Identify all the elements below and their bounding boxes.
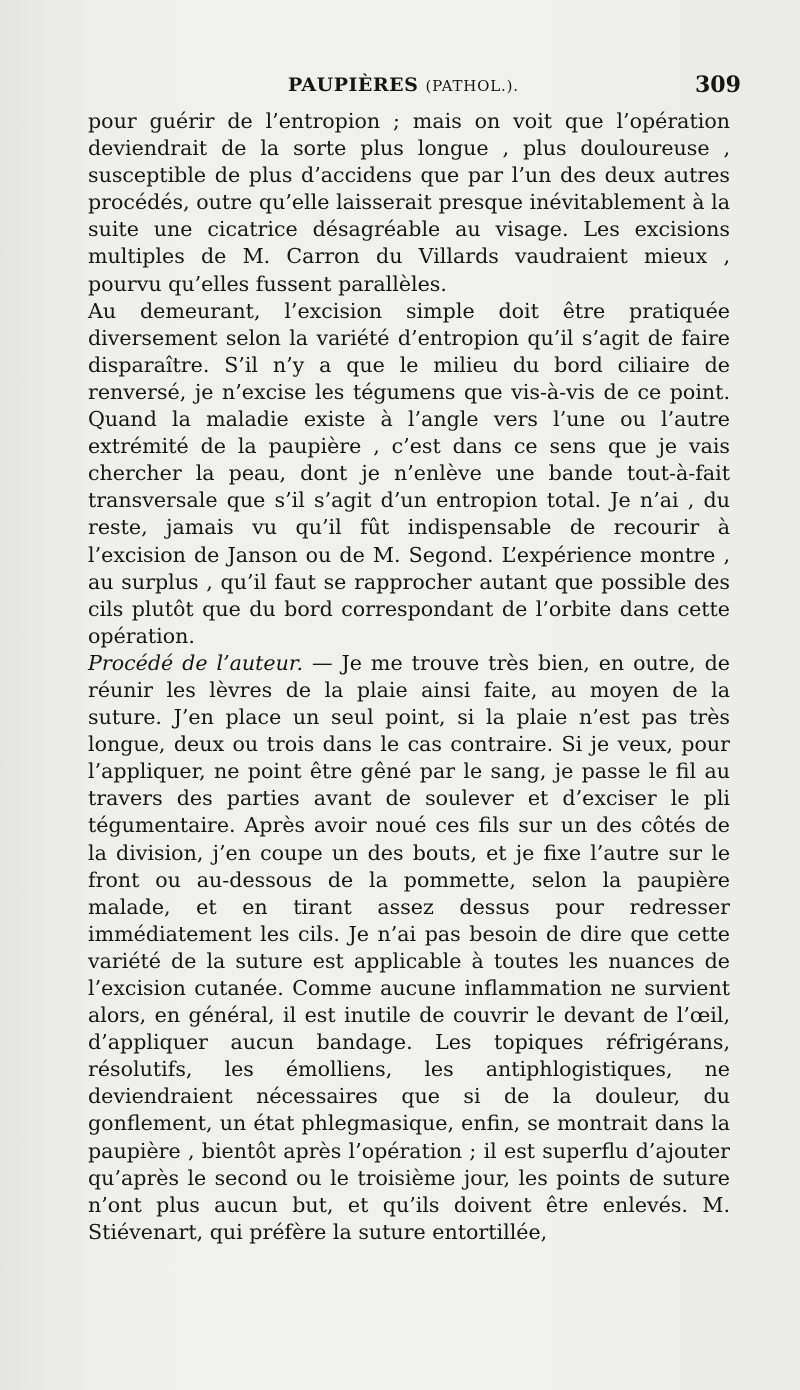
- paragraph-2-text: Au demeurant, l’excision simple doit être pratiquée diversement selon la variété d’entropion qu’il s’agit de faire disparaître. S’il n’y a que le milieu du bord ciliaire de renversé, je n’excise les tégumens que vis-à-vis de ce point. Quand la maladie existe à l’angle vers l’une ou l’autre extrémité de la paupière , c’est dans ce sens que je vais chercher la peau, dont je n’enlève une bande tout-à-fait transversale que s’il s’agit d’un entropion total. Je n’ai , du reste, jamais vu qu’il fût indispensable de recourir à l’excision de Janson ou de M. Segond. L’expérience montre , au surplus , qu’il faut se rapprocher autant que possible des cils plutôt que du bord correspondant de l’orbite dans cette opération.: [88, 298, 730, 648]
- paragraph-1-text: pour guérir de l’entropion ; mais on voit que l’opération deviendrait de la sorte plus longue , plus douloureuse , susceptible de plus d’accidens que par l’un des deux autres procédés, outre qu’elle laisserait presque inévitablement à la suite une cicatrice désagréable au visage. Les excisions multiples de M. Carron du Villards vaudraient mieux , pourvu qu’elles fussent parallèles.: [88, 109, 730, 296]
- paragraph-1: [88, 108, 730, 298]
- running-head-title-sub: (PATHOL.).: [425, 77, 519, 95]
- paragraph-3: [88, 650, 730, 1246]
- paragraph-3-text: — Je me trouve très bien, en outre, de réunir les lèvres de la plaie ainsi faite, au moyen de la suture. J’en place un seul point, si la plaie n’est pas très longue, deux ou trois dans le cas contraire. Si je veux, pour l’appliquer, ne point être gêné par le sang, je passe le fil au travers des parties avant de soulever et d’exciser le pli tégumentaire. Après avoir noué ces fils sur un des côtés de la division, j’en coupe un des bouts, et je fixe l’autre sur le front ou au-dessous de la pommette, selon la paupière malade, et en tirant assez dessus pour redresser immédiatement les cils. Je n’ai pas besoin de dire que cette variété de la suture est applicable à toutes les nuances de l’excision cutanée. Comme aucune inflammation ne survient alors, en général, il est inutile de couvrir le devant de l’œil, d’appliquer aucun bandage. Les topiques réfrigérans, résolutifs, les émolliens, les antiphlogistiques, ne deviendraient nécessaires que si de la douleur, du gonflement, un état phlegmasique, enfin, se montrait dans la paupière , bientôt après l’opération ; il est superflu d’ajouter qu’après le second ou le troisième jour, les points de suture n’ont plus aucun but, et qu’ils doivent être enlevés. M. Stiévenart, qui préfère la suture entortillée,: [88, 650, 730, 1244]
- paragraph-3-lead: Procédé de l’auteur.: [88, 650, 304, 675]
- paragraph-2: [88, 298, 730, 650]
- running-head-title-main: PAUPIÈRES: [288, 74, 419, 96]
- body-text: [88, 108, 730, 1246]
- running-head: [0, 74, 800, 104]
- page-number: 309: [695, 72, 741, 98]
- running-head-title: [288, 74, 519, 96]
